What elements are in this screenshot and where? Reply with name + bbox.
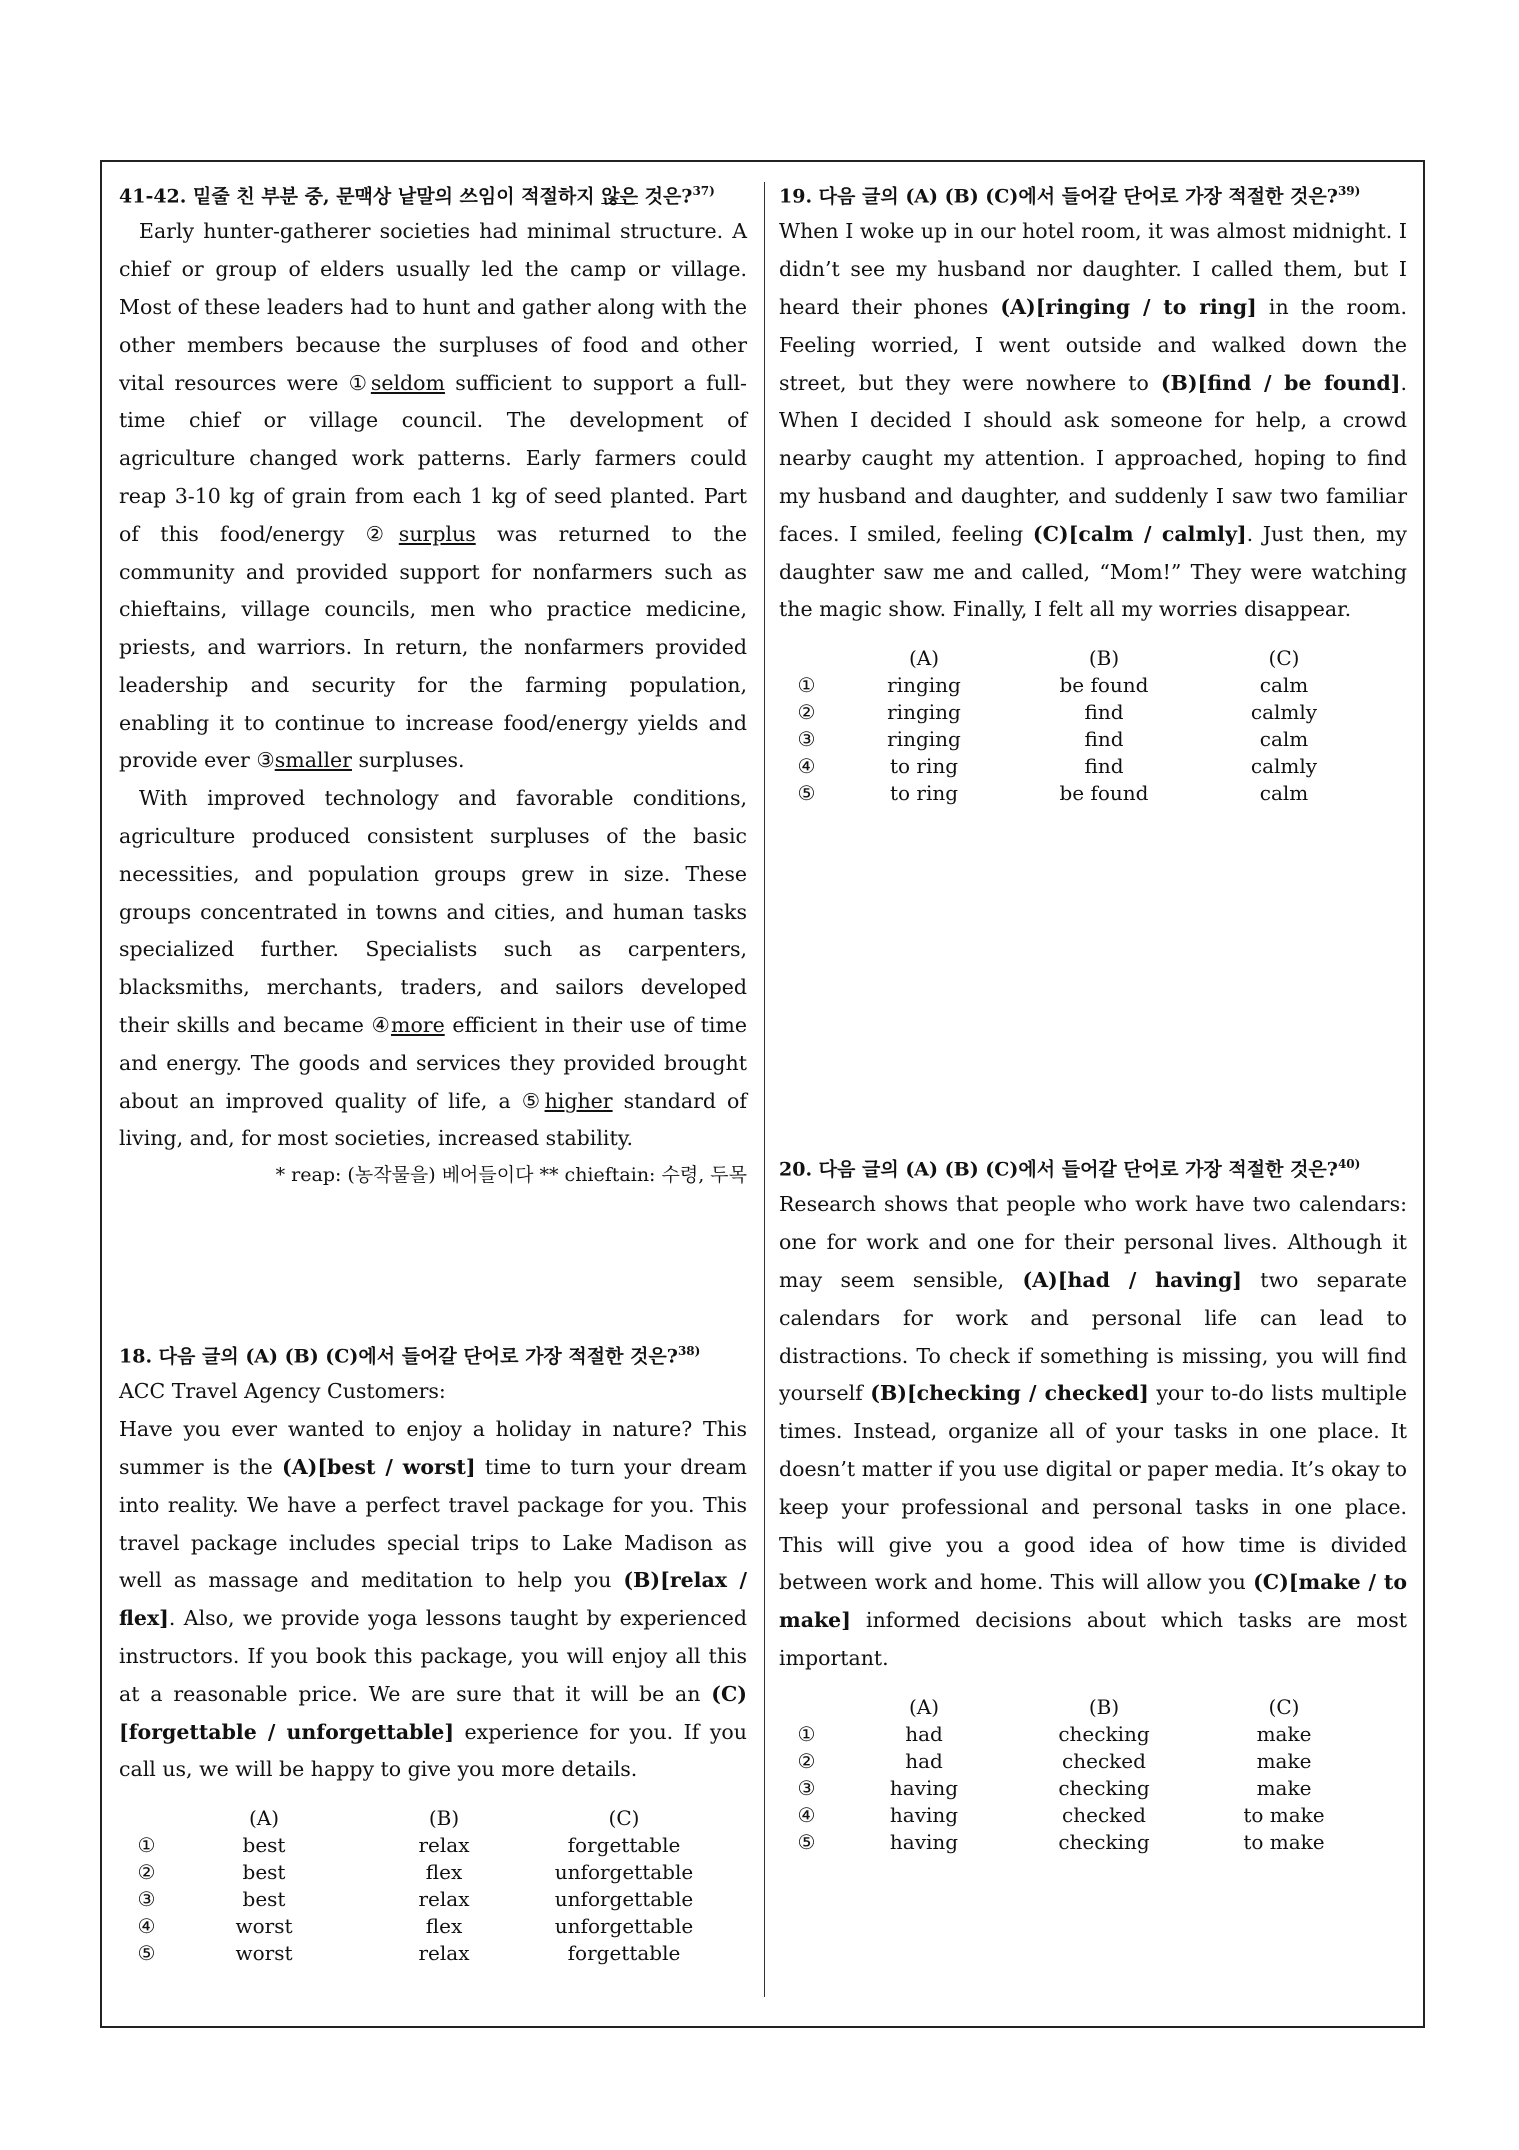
text-run: Early hunter-gatherer societies had minimal structure. A chief or group of elders usually led the camp or village. Most of these leaders had to hunt and gather along with the other members because the surpluses of food and other vital resources were bbox=[119, 219, 747, 395]
choice-value: relax bbox=[418, 1887, 470, 1912]
choice-number: ① bbox=[797, 1721, 816, 1746]
answer-choice-row[interactable] bbox=[119, 1886, 714, 1913]
choice-value: worst bbox=[235, 1941, 293, 1966]
choice-number: ④ bbox=[797, 1802, 816, 1827]
choices-column-label: (A) bbox=[248, 1806, 280, 1831]
choice-value: relax bbox=[418, 1833, 470, 1858]
choice-number: ① bbox=[137, 1833, 156, 1858]
text-run: When I woke up in our hotel room, it was almost midnight. I didn’t see my husband nor daughter. I called them, but I heard their phones bbox=[779, 219, 1407, 319]
question-41-42 bbox=[119, 174, 747, 1192]
answer-choices bbox=[779, 645, 1374, 807]
choice-value: ringing bbox=[887, 673, 961, 698]
choice-number: ④ bbox=[137, 1914, 156, 1939]
text-run: two separate calendars for work and personal life can lead to distractions. To check if something is missing, you will find yourself bbox=[779, 1267, 1407, 1406]
passage-body bbox=[779, 1186, 1407, 1677]
answer-choice-row[interactable] bbox=[779, 1829, 1374, 1856]
question-header: 41-42. 밑줄 친 부분 중, 문맥상 낱말의 쓰임이 적절하지 않은 것은?$^{37)}$ bbox=[119, 184, 715, 208]
choice-value: having bbox=[889, 1775, 959, 1800]
blank-option: (C)[calm / calmly] bbox=[1032, 521, 1247, 546]
text-run: Have you ever wanted to enjoy a holiday in nature? This summer is the bbox=[119, 1417, 747, 1479]
blank-option: (B)[find / be found] bbox=[1160, 370, 1401, 395]
text-run: sufficient to support a full-time chief or village council. The development of agriculture changed work patterns. Early farmers could reap 3-10 kg of grain from each 1 kg of seed planted. Part of this food/energy bbox=[119, 370, 747, 546]
choice-value: ringing bbox=[887, 700, 961, 725]
underlined-word: surplus bbox=[398, 521, 476, 546]
choice-number: ① bbox=[797, 673, 816, 698]
text-run: ⑤ bbox=[521, 1088, 545, 1113]
answer-choice-row[interactable] bbox=[779, 1802, 1374, 1829]
choice-value: checked bbox=[1062, 1802, 1146, 1827]
question-header: 19. 다음 글의 (A) (B) (C)에서 들어갈 단어로 가장 적절한 것은?$^{39)}$ bbox=[779, 184, 1361, 208]
choices-header-row bbox=[779, 645, 1374, 672]
choice-value: find bbox=[1084, 727, 1124, 752]
answer-choices bbox=[779, 1694, 1374, 1856]
choices-column-label: (B) bbox=[1088, 646, 1120, 671]
answer-choice-row[interactable] bbox=[119, 1913, 714, 1940]
choice-value: unforgettable bbox=[554, 1860, 694, 1885]
passage-paragraph-2 bbox=[119, 780, 747, 1158]
blank-option: (A)[ringing / to ring] bbox=[1000, 294, 1257, 319]
text-run: . Also, we provide yoga lessons taught by experienced instructors. If you book this package, you will enjoy all this at a reasonable price. We are sure that it will be an bbox=[119, 1606, 747, 1706]
vocabulary-note: * reap: (농작물을) 베어들이다 ** chieftain: 수령, 두목 bbox=[275, 1164, 747, 1187]
choice-value: best bbox=[242, 1887, 286, 1912]
answer-choice-row[interactable] bbox=[779, 672, 1374, 699]
text-run: ② bbox=[365, 521, 399, 546]
choice-number: ② bbox=[137, 1860, 156, 1885]
question-header: 18. 다음 글의 (A) (B) (C)에서 들어갈 단어로 가장 적절한 것은?$^{38)}$ bbox=[119, 1344, 701, 1368]
footnote-marker: 39) bbox=[1337, 184, 1361, 198]
choice-value: find bbox=[1084, 700, 1124, 725]
answer-choices bbox=[119, 1805, 714, 1967]
choices-column-label: (C) bbox=[608, 1806, 640, 1831]
answer-choice-row[interactable] bbox=[119, 1940, 714, 1967]
answer-choice-row[interactable] bbox=[119, 1832, 714, 1859]
text-run: With improved technology and favorable conditions, agriculture produced consistent surpluses of the basic necessities, and population groups grew in size. These groups concentrated in towns and cities, and human tasks specialized further. Specialists such as carpenters, blacksmiths, merchants, traders, and sailors developed their skills and became bbox=[119, 786, 747, 1038]
blank-option: (A)[best / worst] bbox=[282, 1454, 476, 1479]
text-run: experience for you. If you call us, we will be happy to give you more details. bbox=[119, 1719, 747, 1782]
choices-column-label: (B) bbox=[428, 1806, 460, 1831]
choice-number: ④ bbox=[797, 754, 816, 779]
footnote-marker: 38) bbox=[677, 1344, 701, 1358]
footnote-marker: 40) bbox=[1337, 1157, 1361, 1171]
question-20 bbox=[779, 1147, 1407, 1856]
text-run: was returned to the community and provided support for nonfarmers such as chieftains, village councils, men who practice medicine, priests, and warriors. In return, the nonfarmers provided leadership and security for the farming population, enabling it to continue to increase food/energy yields and provide ever bbox=[119, 521, 747, 773]
choice-value: checking bbox=[1058, 1721, 1150, 1746]
blank-option: (A)[had / having] bbox=[1022, 1267, 1242, 1292]
answer-choice-row[interactable] bbox=[779, 1775, 1374, 1802]
choices-column-label: (B) bbox=[1088, 1694, 1120, 1719]
answer-choice-row[interactable] bbox=[779, 726, 1374, 753]
choice-value: calm bbox=[1259, 727, 1309, 752]
answer-choice-row[interactable] bbox=[779, 753, 1374, 780]
choice-value: worst bbox=[235, 1914, 293, 1939]
choice-number: ③ bbox=[797, 1775, 816, 1800]
underlined-word: higher bbox=[544, 1088, 613, 1113]
choice-value: flex bbox=[425, 1914, 463, 1939]
blank-option: (B)[checking / checked] bbox=[870, 1381, 1149, 1406]
choice-value: checking bbox=[1058, 1775, 1150, 1800]
choice-value: make bbox=[1256, 1775, 1312, 1800]
choices-column-label: (A) bbox=[908, 1694, 940, 1719]
choice-value: having bbox=[889, 1829, 959, 1854]
choice-value: unforgettable bbox=[554, 1914, 694, 1939]
choice-value: best bbox=[242, 1860, 286, 1885]
choice-value: calm bbox=[1259, 673, 1309, 698]
text-run: ① bbox=[348, 370, 371, 395]
choice-value: had bbox=[905, 1721, 943, 1746]
text-run: . Just then, my daughter saw me and called, “Mom!” They were watching the magic show. Finally, I felt all my worries disappear. bbox=[779, 521, 1408, 622]
letter-greeting: ACC Travel Agency Customers: bbox=[119, 1379, 446, 1404]
choices-column-label: (C) bbox=[1268, 646, 1300, 671]
choice-value: find bbox=[1084, 754, 1124, 779]
text-run: efficient in their use of time and energy. The goods and services they provided brought about an improved quality of life, a bbox=[119, 1013, 747, 1113]
choice-value: had bbox=[905, 1748, 943, 1773]
choice-number: ⑤ bbox=[137, 1941, 156, 1966]
answer-choice-row[interactable] bbox=[119, 1859, 714, 1886]
choice-value: to ring bbox=[889, 781, 959, 806]
text-run: ④ bbox=[371, 1013, 391, 1038]
choice-value: unforgettable bbox=[554, 1887, 694, 1912]
choice-value: be found bbox=[1059, 673, 1149, 698]
choices-column-label: (A) bbox=[908, 646, 940, 671]
text-run: . When I decided I should ask someone for help, a crowd nearby caught my attention. I approached, hoping to find my husband and daughter, and suddenly I saw two familiar faces. I smiled, feeling bbox=[779, 370, 1407, 546]
exam-page-frame bbox=[100, 160, 1425, 2028]
choice-value: to make bbox=[1243, 1802, 1325, 1827]
choice-value: calm bbox=[1259, 781, 1309, 806]
choice-value: checking bbox=[1058, 1829, 1150, 1854]
column-divider bbox=[764, 182, 765, 1997]
text-run: in the room. Feeling worried, I went outside and walked down the street, but they were nowhere to bbox=[779, 294, 1407, 395]
text-run: Research shows that people who work have two calendars: one for work and one for their personal lives. Although it may seem sensible, bbox=[779, 1192, 1407, 1292]
question-header: 20. 다음 글의 (A) (B) (C)에서 들어갈 단어로 가장 적절한 것은?$^{40)}$ bbox=[779, 1157, 1361, 1181]
text-run: time to turn your dream into reality. We have a perfect travel package for you. This travel package includes special trips to Lake Madison as well as massage and meditation to help you bbox=[119, 1454, 747, 1593]
text-run: standard of living, and, for most societies, increased stability. bbox=[119, 1088, 747, 1151]
choices-column-label: (C) bbox=[1268, 1694, 1300, 1719]
choices-header-row bbox=[119, 1805, 714, 1832]
choice-value: ringing bbox=[887, 727, 961, 752]
underlined-word: more bbox=[391, 1013, 445, 1038]
choice-value: to make bbox=[1243, 1829, 1325, 1854]
choice-value: make bbox=[1256, 1748, 1312, 1773]
answer-choice-row[interactable] bbox=[779, 1721, 1374, 1748]
underlined-word: seldom bbox=[370, 370, 445, 395]
blank-option: (C)[forgettable / unforgettable] bbox=[119, 1681, 747, 1744]
choice-value: having bbox=[889, 1802, 959, 1827]
answer-choice-row[interactable] bbox=[779, 780, 1374, 807]
choice-value: to ring bbox=[889, 754, 959, 779]
choice-value: checked bbox=[1062, 1748, 1146, 1773]
choice-value: calmly bbox=[1250, 754, 1318, 779]
answer-choice-row[interactable] bbox=[779, 1748, 1374, 1775]
choice-value: flex bbox=[425, 1860, 463, 1885]
underlined-word: smaller bbox=[274, 748, 352, 773]
choice-value: calmly bbox=[1250, 700, 1318, 725]
question-18 bbox=[119, 1334, 747, 1967]
passage-body bbox=[119, 1411, 747, 1789]
passage-body bbox=[779, 213, 1407, 629]
choice-number: ③ bbox=[137, 1887, 156, 1912]
text-run: informed decisions about which tasks are most important. bbox=[779, 1608, 1407, 1670]
choice-number: ② bbox=[797, 700, 816, 725]
passage-paragraph-1 bbox=[119, 213, 747, 780]
choice-value: relax bbox=[418, 1941, 470, 1966]
choice-value: make bbox=[1256, 1721, 1312, 1746]
choice-number: ⑤ bbox=[797, 781, 816, 806]
choice-number: ③ bbox=[797, 727, 816, 752]
blank-option: (B)[relax / flex] bbox=[119, 1568, 747, 1631]
choice-number: ② bbox=[797, 1748, 816, 1773]
choice-value: be found bbox=[1059, 781, 1149, 806]
answer-choice-row[interactable] bbox=[779, 699, 1374, 726]
choice-value: forgettable bbox=[567, 1941, 681, 1966]
choice-value: forgettable bbox=[567, 1833, 681, 1858]
question-19 bbox=[779, 174, 1407, 807]
choice-value: best bbox=[242, 1833, 286, 1858]
text-run: surpluses. bbox=[351, 748, 465, 773]
text-run: ③ bbox=[256, 748, 275, 773]
choices-header-row bbox=[779, 1694, 1374, 1721]
choice-number: ⑤ bbox=[797, 1829, 816, 1854]
blank-option: (C)[make / to make] bbox=[779, 1570, 1408, 1633]
text-run: your to-do lists multiple times. Instead, organize all of your tasks in one place. It doesn’t matter if you use digital or paper media. It’s okay to keep your professional and personal tasks in one place. This will give you a good idea of how time is divided between work and home. This will allow you bbox=[779, 1381, 1407, 1595]
footnote-marker: 37) bbox=[692, 184, 715, 198]
